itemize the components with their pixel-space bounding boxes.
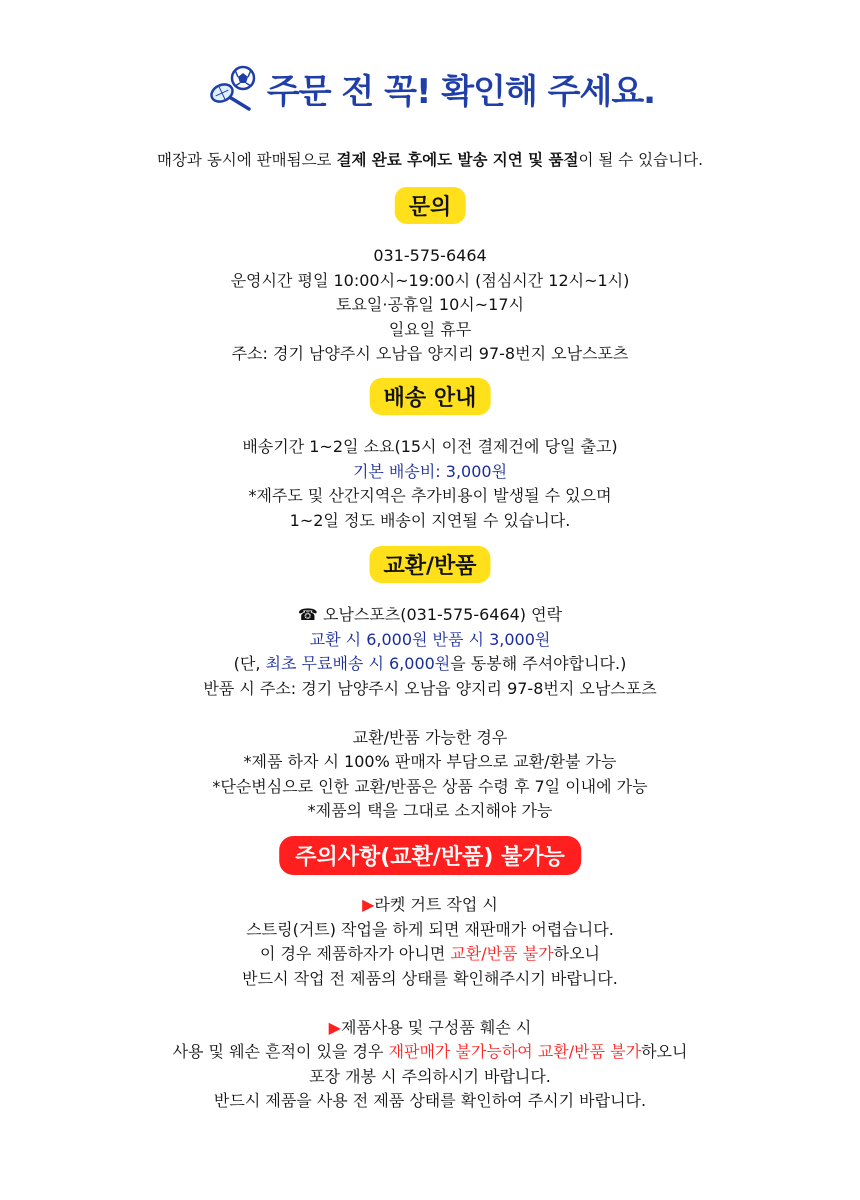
exchange-possible-3: *제품의 택을 그대로 소지해야 가능 (307, 801, 553, 820)
store-address: 주소: 경기 남양주시 오남읍 양지리 97-8번지 오남스포츠 (231, 344, 629, 363)
exchange-possible-title: 교환/반품 가능한 경우 (352, 727, 508, 747)
exchange-note-prefix: (단, (233, 654, 266, 673)
caution-item-2-line-2: 포장 개봉 시 주의하시기 바랍니다. (309, 1066, 551, 1086)
caution-item-1-line-2-suffix: 하오니 (553, 944, 600, 963)
weekend-hours: 토요일·공휴일 10시~17시 (336, 295, 524, 314)
shipping-badge: 배송 안내 (370, 378, 491, 415)
inquiry-badge: 문의 (395, 187, 466, 224)
exchange-note (0, 652, 860, 677)
shipping-section (0, 435, 860, 533)
shipping-period: 배송기간 1~2일 소요(15시 이전 결제건에 당일 출고) (242, 437, 618, 456)
caution-badge: 주의사항(교환/반품) 불가능 (279, 836, 581, 875)
page-title: 주문 전 꼭! 확인해 주세요. (266, 72, 656, 112)
phone-icon: ☎ (297, 605, 318, 624)
header (0, 64, 860, 117)
exchange-contact (0, 603, 860, 628)
caution-section (0, 893, 860, 1114)
exchange-fees: 교환 시 6,000원 반품 시 3,000원 (309, 629, 551, 649)
caution-item-1-line-1: 스트링(거트) 작업을 하게 되면 재판매가 어렵습니다. (246, 919, 614, 939)
caution-item-1-line-3: 반드시 작업 전 제품의 상태를 확인해주시기 바랍니다. (242, 968, 618, 988)
racket-ball-icon (205, 65, 259, 113)
spacer (0, 991, 860, 1016)
intro-prefix: 매장과 동시에 판매됨으로 (156, 151, 337, 169)
intro-bold: 결제 완료 후에도 발송 지연 및 품절 (336, 151, 579, 169)
caution-item-2-title (0, 1016, 860, 1041)
caution-item-1-title (0, 893, 860, 918)
shipping-note-2: 1~2일 정도 배송이 지연될 수 있습니다. (289, 510, 571, 530)
caution-item-2-line-1-suffix: 하오니 (641, 1042, 688, 1061)
arrow-right-icon: ▶ (362, 895, 375, 914)
phone-number: 031-575-6464 (373, 246, 487, 265)
exchange-badge: 교환/반품 (369, 546, 490, 583)
caution-item-2-title-text: 제품사용 및 구성품 훼손 시 (340, 1017, 532, 1037)
spacer (0, 701, 860, 726)
exchange-section (0, 603, 860, 824)
return-address: 반품 시 주소: 경기 남양주시 오남읍 양지리 97-8번지 오남스포츠 (203, 678, 657, 698)
caution-item-1-line-2-prefix: 이 경우 제품하자가 아니면 (260, 944, 451, 963)
exchange-note-suffix: 을 동봉해 주셔야합니다.) (450, 654, 627, 673)
arrow-right-icon: ▶ (328, 1017, 341, 1037)
caution-item-2-line-3: 반드시 제품을 사용 전 제품 상태를 확인하여 주시기 바랍니다. (213, 1091, 647, 1110)
exchange-possible-2: *단순변심으로 인한 교환/반품은 상품 수령 후 7일 이내에 가능 (212, 776, 648, 796)
caution-item-2-line-1-highlight: 재판매가 불가능하여 교환/반품 불가 (388, 1042, 642, 1061)
shipping-fee: 기본 배송비: 3,000원 (352, 461, 508, 481)
shipping-note-1: *제주도 및 산간지역은 추가비용이 발생될 수 있으며 (248, 486, 612, 505)
caution-item-1-line-2-highlight: 교환/반품 불가 (450, 944, 554, 963)
exchange-possible-1: *제품 하자 시 100% 판매자 부담으로 교환/환불 가능 (243, 752, 617, 771)
intro-text (0, 148, 860, 170)
caution-item-2-line-1-prefix: 사용 및 웨손 흔적이 있을 경우 (172, 1042, 389, 1061)
caution-item-2-line-1 (0, 1040, 860, 1065)
intro-suffix: 이 될 수 있습니다. (578, 151, 704, 169)
exchange-note-highlight: 최초 무료배송 시 6,000원 (265, 654, 451, 673)
exchange-contact-text: 오남스포츠(031-575-6464) 연락 (317, 605, 563, 624)
sunday-closed: 일요일 휴무 (388, 319, 472, 339)
inquiry-section (0, 244, 860, 367)
business-hours: 운영시간 평일 10:00시~19:00시 (점심시간 12시~1시) (230, 270, 630, 290)
caution-item-1-line-2 (0, 942, 860, 967)
caution-item-1-title-text: 라켓 거트 작업 시 (374, 895, 498, 914)
